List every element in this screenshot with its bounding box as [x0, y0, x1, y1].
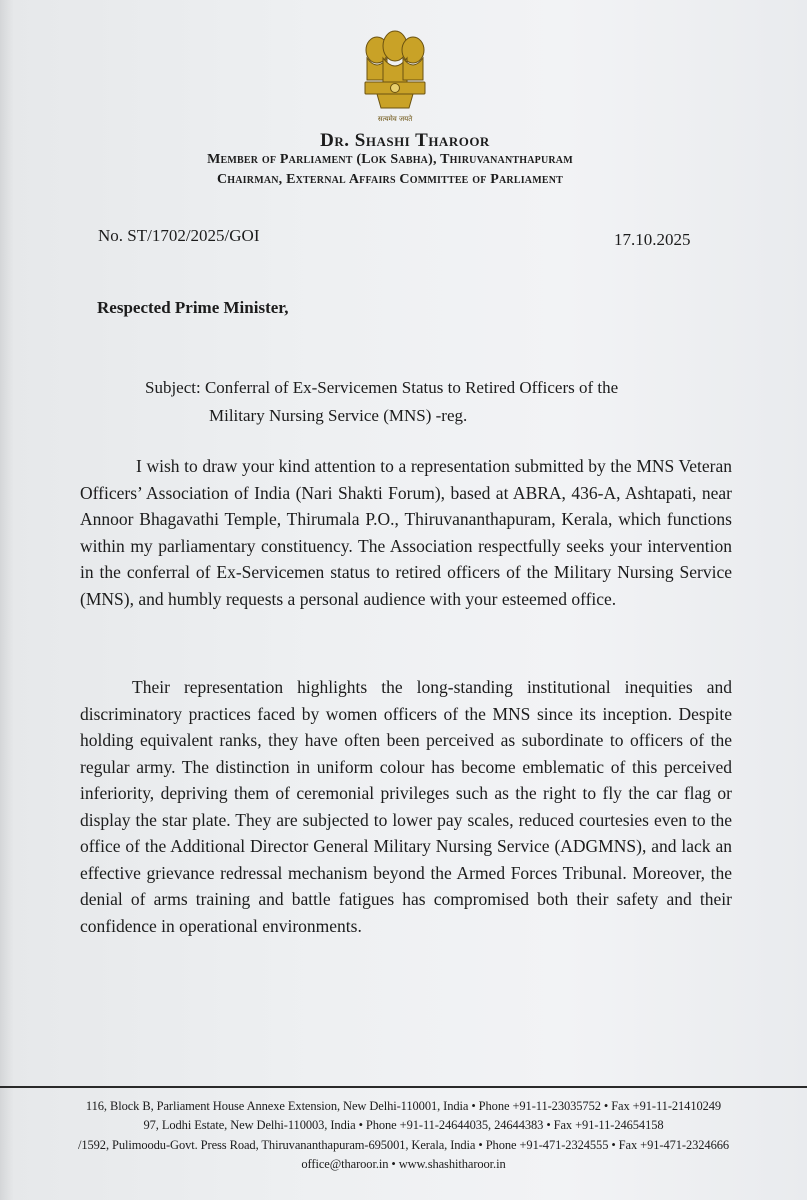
- salutation: Respected Prime Minister,: [97, 298, 289, 317]
- page-shadow: [0, 0, 14, 1200]
- letterhead-designation: Member of Parliament (Lok Sabha), Thiruvananthapuram: [207, 152, 573, 167]
- footer-address-delhi-office: 116, Block B, Parliament House Annexe Extension, New Delhi-110001, India • Phone +91-11-23035752 • Fax +91-11-21410249: [85, 1099, 722, 1113]
- footer-divider: [0, 1086, 807, 1088]
- emblem-motto: सत्यमेव जयते: [377, 115, 413, 123]
- subject-line-1: Subject: Conferral of Ex-Servicemen Status to Retired Officers of the: [145, 378, 619, 397]
- footer-contact: office@tharoor.in • www.shashitharoor.in: [301, 1157, 506, 1171]
- body-paragraph-2: Their representation highlights the long-standing institutional inequities and discriminatory practices faced by women officers of the MNS since its inception. Despite holding equivalent ranks, they have often been perceived as subordinate to officers of the regular army. The distinction in uniform colour has become emblematic of this perceived inferiority, depriving them of ceremonial privileges such as the right to fly the car flag or display the star plate. They are subjected to lower pay scales, reduced courtesies even to the office of the Additional Director General Military Nursing Service (ADGMNS), and lack an effective grievance redressal mechanism beyond the Armed Forces Tribunal. Moreover, the denial of arms training and battle fatigues has compromised both their safety and their confidence in operational environments.: [80, 677, 732, 936]
- letterhead-committee: Chairman, External Affairs Committee of Parliament: [216, 172, 564, 187]
- letterhead-name: Dr. Shashi Tharoor: [320, 130, 490, 151]
- subject-line-2: Military Nursing Service (MNS) -reg.: [209, 406, 468, 425]
- subject: [145, 374, 705, 430]
- footer-address-kerala: /1592, Pulimoodu-Govt. Press Road, Thiruvananthapuram-695001, Kerala, India • Phone +91-471-2324555 • Fax +91-471-2324666: [77, 1138, 730, 1152]
- reference-number: No. ST/1702/2025/GOI: [98, 226, 260, 245]
- national-emblem-icon: [355, 28, 435, 126]
- body-paragraph-1: I wish to draw your kind attention to a representation submitted by the MNS Veteran Officers’ Association of India (Nari Shakti Forum), based at ABRA, 436-A, Ashtapati, near Annoor Bhagavathi Temple, Thirumala P.O., Thiruvananthapuram, Kerala, which functions within my parliamentary constituency. The Association respectfully seeks your intervention in the conferral of Ex-Servicemen status to retired officers of the Military Nursing Service (MNS), and humbly requests a personal audience with your esteemed office.: [80, 456, 732, 609]
- footer-address-delhi-residence: 97, Lodhi Estate, New Delhi-110003, India • Phone +91-11-24644035, 24644383 • Fax +91-11-24654158: [143, 1118, 664, 1132]
- letter-date: 17.10.2025: [614, 230, 691, 249]
